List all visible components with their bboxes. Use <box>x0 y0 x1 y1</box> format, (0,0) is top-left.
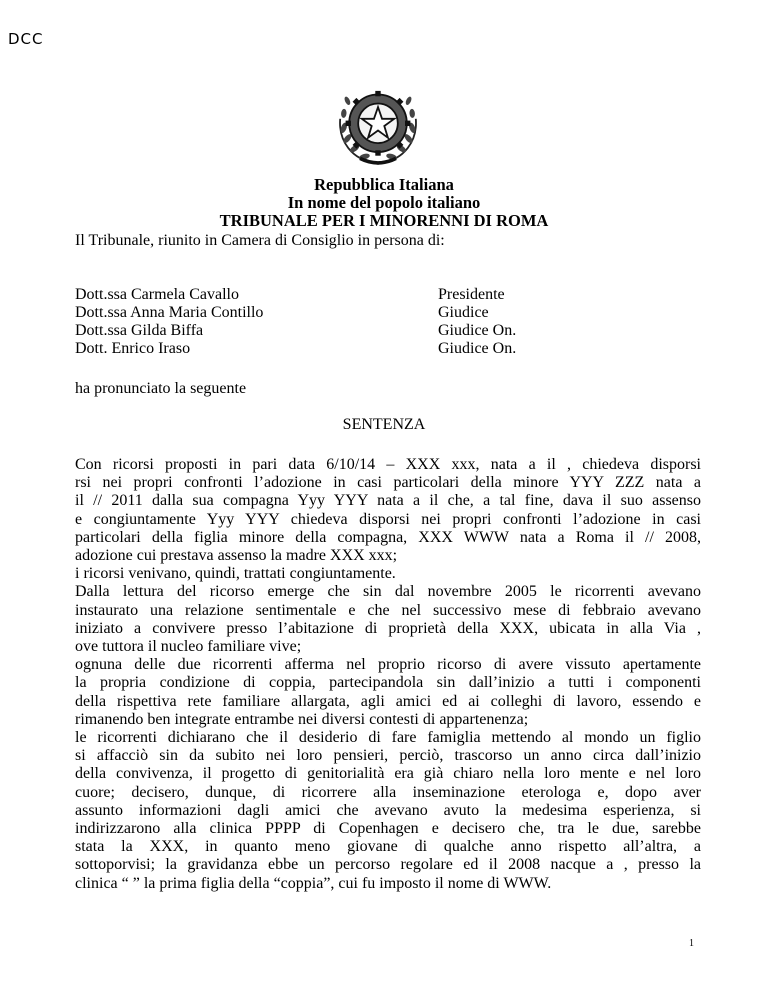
body-line: della convivenza, il progetto di genitorialità era già chiaro nella loro mente e nel loro <box>75 765 701 783</box>
judge-row <box>75 340 516 358</box>
judge-role: Giudice On. <box>438 340 517 357</box>
body-line: clinica “ ” la prima figlia della “coppia”, cui fu imposto il nome di WWW. <box>75 874 552 892</box>
body-line: adozione cui prestava assenso la madre XXX xxx; <box>75 547 398 565</box>
body-line: ove tuttora il nucleo familiare vive; <box>75 638 302 656</box>
intro-text: Il Tribunale, riunito in Camera di Consiglio in persona di: <box>75 232 445 249</box>
body-line: iniziato a convivere presso l’abitazione di proprietà della XXX, ubicata in alla Via , <box>75 619 701 637</box>
judge-row <box>75 322 516 340</box>
body-line: le ricorrenti dichiarano che il desiderio di fare famiglia mettendo al mondo un figlio <box>75 729 701 747</box>
body-line: cuore; decisero, dunque, di ricorrere alla inseminazione eterologa e, dopo aver <box>75 783 701 801</box>
judge-row <box>75 286 516 304</box>
body-line: il // 2011 dalla sua compagna Yyy YYY nata a il che, a tal fine, dava il suo assenso <box>75 492 701 510</box>
body-line: instaurato una relazione sentimentale e che nel successivo mese di febbraio avevano <box>75 601 701 619</box>
judge-name: Dott.ssa Carmela Cavallo <box>75 286 239 303</box>
sentenza-title: SENTENZA <box>342 416 426 433</box>
heading-people: In nome del popolo italiano <box>287 193 481 212</box>
body-line: Con ricorsi proposti in pari data 6/10/14 – XXX xxx, nata a il , chiedeva disporsi <box>75 456 701 473</box>
sentence-body <box>75 456 701 893</box>
page-number: 1 <box>689 938 694 949</box>
heading-republic: Repubblica Italiana <box>314 175 454 194</box>
judge-role: Presidente <box>438 286 505 303</box>
body-line: particolari della figlia minore della compagna, XXX WWW nata a Roma il // 2008, <box>75 528 701 546</box>
body-line: ognuna delle due ricorrenti afferma nel proprio ricorso di avere vissuto apertamente <box>75 656 701 674</box>
pronounced-text: ha pronunciato la seguente <box>75 380 247 397</box>
body-line: indirizzarono alla clinica PPPP di Copenhagen e decisero che, tra le due, sarebbe <box>75 820 701 838</box>
body-line: Dalla lettura del ricorso emerge che sin dal novembre 2005 le ricorrenti avevano <box>75 583 701 601</box>
body-line: sottoporvisi; la gravidanza ebbe un percorso regolare ed il 2008 nacque a , presso la <box>75 856 701 874</box>
judge-name: Dott. Enrico Iraso <box>75 340 191 357</box>
document-heading <box>0 176 768 230</box>
heading-tribunal: TRIBUNALE PER I MINORENNI DI ROMA <box>219 211 549 230</box>
body-line: i ricorsi venivano, quindi, trattati congiuntamente. <box>75 565 396 583</box>
body-line: stata la XXX, in quanto meno giovane di qualche anno rispetto all’altra, a <box>75 838 701 856</box>
body-line: si affacciò sin da subito nei loro pensieri, perciò, trascorso un anno circa dall’inizio <box>75 747 701 765</box>
body-line: assunto informazioni dagli amici che avevano avuto la medesima esperienza, si <box>75 801 701 819</box>
body-line: rsi nei propri confronti l’adozione in casi particolari della minore YYY ZZZ nata a <box>75 474 701 492</box>
body-line: rimanendo ben integrate entrambe nei diversi contesti di appartenenza; <box>75 710 529 728</box>
judge-row <box>75 304 516 322</box>
body-line: della rispettiva rete familiare allargata, agli amici ed ai colleghi di lavoro, essendo e <box>75 692 701 710</box>
italian-republic-emblem-icon <box>333 80 423 172</box>
judge-role: Giudice On. <box>438 322 517 339</box>
judge-name: Dott.ssa Anna Maria Contillo <box>75 304 264 321</box>
judges-list <box>75 286 516 358</box>
body-line: la propria condizione di coppia, partecipandola sin dall’inizio a tutti i componenti <box>75 674 701 692</box>
document-label: DCC <box>8 30 44 48</box>
judge-role: Giudice <box>438 304 489 321</box>
judge-name: Dott.ssa Gilda Biffa <box>75 322 204 339</box>
body-line: e congiuntamente Yyy YYY chiedeva disporsi nei propri confronti l’adozione in casi <box>75 510 701 528</box>
